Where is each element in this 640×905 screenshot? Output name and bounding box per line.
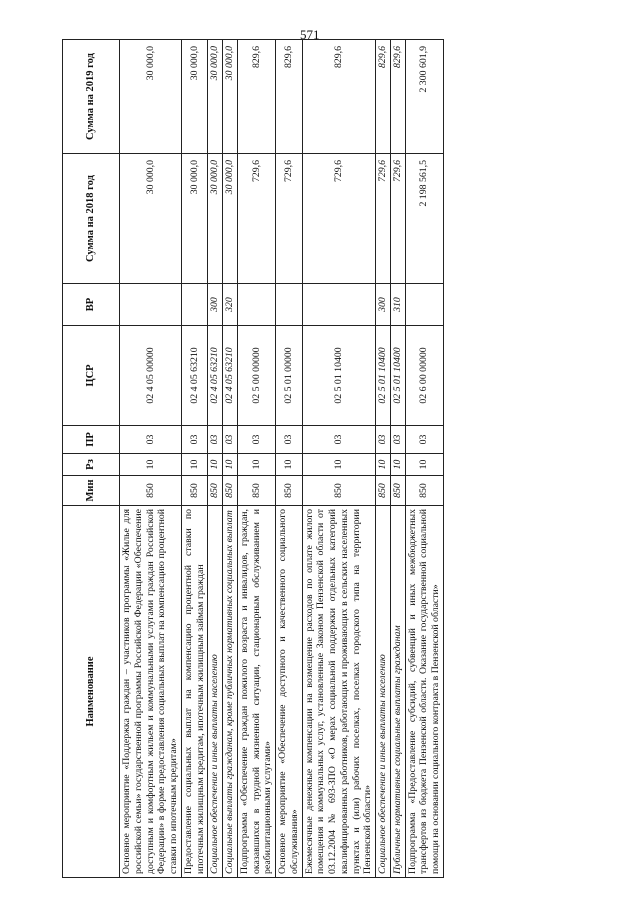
table-body — [120, 40, 444, 878]
cell-sum2018: 30 000,0 — [208, 154, 223, 284]
table-row — [223, 40, 238, 878]
header-vr: ВР — [63, 284, 120, 326]
cell-csr: 02 5 01 10400 — [376, 326, 391, 426]
budget-table — [62, 39, 444, 878]
cell-rz: 10 — [405, 454, 443, 476]
cell-vr — [302, 284, 376, 326]
cell-min: 850 — [376, 476, 391, 506]
cell-min: 850 — [405, 476, 443, 506]
cell-rz: 10 — [376, 454, 391, 476]
header-csr: ЦСР — [63, 326, 120, 426]
cell-pr: 03 — [237, 426, 275, 454]
cell-csr: 02 4 05 00000 — [120, 326, 182, 426]
cell-name: Социальное обеспечение и иные выплаты населению — [208, 506, 223, 878]
cell-pr: 03 — [223, 426, 238, 454]
table-header-row — [63, 40, 120, 878]
cell-vr — [276, 284, 303, 326]
cell-sum2019: 829,6 — [276, 40, 303, 154]
cell-sum2019: 829,6 — [237, 40, 275, 154]
cell-min: 850 — [223, 476, 238, 506]
cell-min: 850 — [390, 476, 405, 506]
cell-sum2018: 30 000,0 — [223, 154, 238, 284]
cell-vr — [120, 284, 182, 326]
cell-vr — [237, 284, 275, 326]
cell-vr: 300 — [208, 284, 223, 326]
cell-sum2018: 729,6 — [302, 154, 376, 284]
cell-rz: 10 — [302, 454, 376, 476]
cell-rz: 10 — [237, 454, 275, 476]
table-row — [302, 40, 376, 878]
cell-vr — [181, 284, 208, 326]
cell-min: 850 — [237, 476, 275, 506]
table-row — [120, 40, 182, 878]
cell-rz: 10 — [276, 454, 303, 476]
cell-pr: 03 — [376, 426, 391, 454]
cell-sum2019: 829,6 — [302, 40, 376, 154]
cell-rz: 10 — [120, 454, 182, 476]
cell-rz: 10 — [181, 454, 208, 476]
cell-name: Социальные выплаты гражданам, кроме публичных нормативных социальных выплат — [223, 506, 238, 878]
cell-sum2018: 2 198 561,5 — [405, 154, 443, 284]
table-row — [208, 40, 223, 878]
cell-vr: 300 — [376, 284, 391, 326]
cell-sum2018: 729,6 — [376, 154, 391, 284]
cell-name: Подпрограмма «Обеспечение граждан пожилого возраста и инвалидов, граждан, оказавшихся в трудной жизненной ситуации, стационарным обслуживанием и реабилитационными услугами» — [237, 506, 275, 878]
cell-sum2018: 729,6 — [390, 154, 405, 284]
cell-vr: 310 — [390, 284, 405, 326]
table-row — [376, 40, 391, 878]
cell-name: Подпрограмма «Предоставление субсидий, субвенций и иных межбюджетных трансфертов из бюджета Пензенской области. Оказание государственной социальной помощи на основании социального контракта в Пензенской области» — [405, 506, 443, 878]
cell-rz: 10 — [208, 454, 223, 476]
header-rz: Рз — [63, 454, 120, 476]
cell-csr: 02 5 01 10400 — [302, 326, 376, 426]
cell-min: 850 — [302, 476, 376, 506]
cell-min: 850 — [208, 476, 223, 506]
cell-sum2019: 30 000,0 — [120, 40, 182, 154]
table-row — [405, 40, 443, 878]
cell-name: Основное мероприятие «Поддержка граждан – участников программы «Жилье для российской семьи» государственной программы Российской Федерации «Обеспечение доступным и комфортным жильем и коммунальными услугами граждан Российской Федерации» в форме предоставления социальных выплат на компенсацию процентной ставки по ипотечным кредитам» — [120, 506, 182, 878]
cell-sum2018: 729,6 — [276, 154, 303, 284]
cell-sum2019: 2 300 601,9 — [405, 40, 443, 154]
cell-rz: 10 — [223, 454, 238, 476]
cell-pr: 03 — [120, 426, 182, 454]
cell-sum2019: 30 000,0 — [208, 40, 223, 154]
cell-pr: 03 — [208, 426, 223, 454]
cell-min: 850 — [181, 476, 208, 506]
cell-pr: 03 — [390, 426, 405, 454]
cell-sum2018: 729,6 — [237, 154, 275, 284]
cell-pr: 03 — [181, 426, 208, 454]
cell-min: 850 — [276, 476, 303, 506]
cell-min: 850 — [120, 476, 182, 506]
header-min: Мин — [63, 476, 120, 506]
table-row — [181, 40, 208, 878]
header-pr: ПР — [63, 426, 120, 454]
header-sum2018: Сумма на 2018 год — [63, 154, 120, 284]
cell-csr: 02 4 05 63210 — [208, 326, 223, 426]
cell-name: Публичные нормативные социальные выплаты гражданам — [390, 506, 405, 878]
cell-name: Социальное обеспечение и иные выплаты населению — [376, 506, 391, 878]
cell-sum2019: 30 000,0 — [181, 40, 208, 154]
table-row — [237, 40, 275, 878]
cell-name: Предоставление социальных выплат на компенсацию процентной ставки по ипотечным жилищным кредитам, ипотечным жилищным займам граждан — [181, 506, 208, 878]
header-sum2019: Сумма на 2019 год — [63, 40, 120, 154]
cell-pr: 03 — [302, 426, 376, 454]
cell-name: Ежемесячные денежные компенсации на возмещение расходов по оплате жилого помещения и коммунальных услуг, установленные Законом Пензенской области от 03.12.2004 № 693-ЗПО «О мерах социальной поддержки отдельных категорий квалифицированных работников, работающих и проживающих в сельских населенных пунктах и (или) рабочих поселках, поселках городского типа на территории Пензенской области» — [302, 506, 376, 878]
cell-sum2019: 829,6 — [376, 40, 391, 154]
table-row — [276, 40, 303, 878]
cell-pr: 03 — [405, 426, 443, 454]
cell-vr: 320 — [223, 284, 238, 326]
cell-rz: 10 — [390, 454, 405, 476]
cell-sum2019: 30 000,0 — [223, 40, 238, 154]
cell-csr: 02 5 00 00000 — [237, 326, 275, 426]
cell-csr: 02 4 05 63210 — [181, 326, 208, 426]
table-row — [390, 40, 405, 878]
cell-name: Основное мероприятие «Обеспечение доступного и качественного социального обслуживания» — [276, 506, 303, 878]
page-number: 571 — [300, 27, 320, 42]
header-name: Наименование — [63, 506, 120, 878]
cell-vr — [405, 284, 443, 326]
cell-csr: 02 4 05 63210 — [223, 326, 238, 426]
cell-csr: 02 5 01 00000 — [276, 326, 303, 426]
cell-sum2018: 30 000,0 — [181, 154, 208, 284]
cell-pr: 03 — [276, 426, 303, 454]
cell-csr: 02 5 01 10400 — [390, 326, 405, 426]
cell-csr: 02 6 00 00000 — [405, 326, 443, 426]
cell-sum2019: 829,6 — [390, 40, 405, 154]
cell-sum2018: 30 000,0 — [120, 154, 182, 284]
